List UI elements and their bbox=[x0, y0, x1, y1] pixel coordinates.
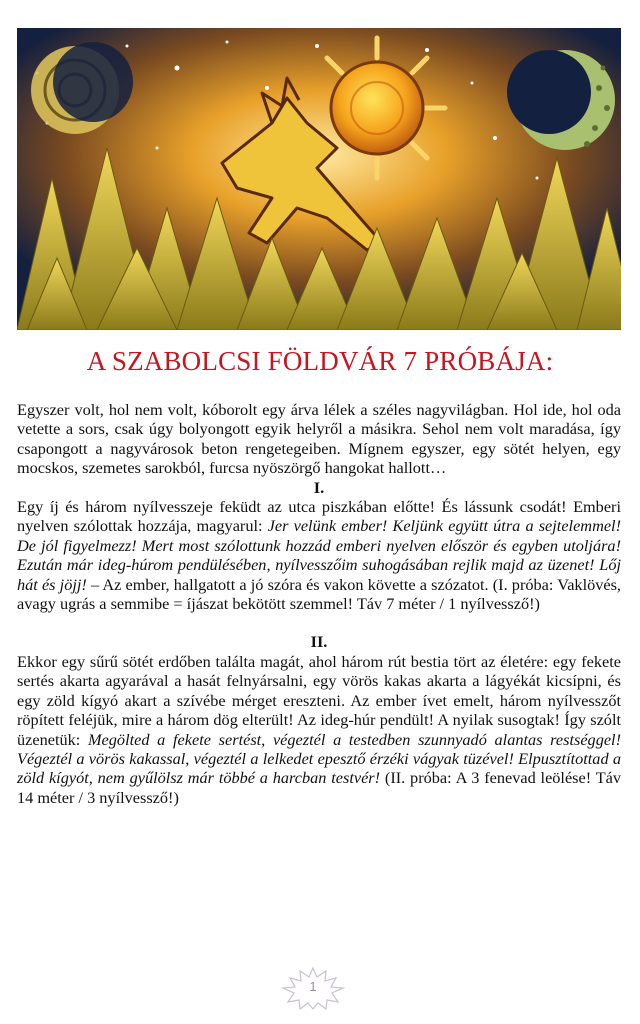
section-2-paragraph bbox=[17, 652, 621, 807]
section-2-text-a: Ekkor egy sűrű sötét erdőben találta magát, ahol három rút bestia tört az életére: egy fekete sertés akarta agyarával a hasát felnyársalni, egy vörös kakas akarta a lágyékát kicsípni, és egy zöld kígyó akart a szívébe mérget ereszteni. Az ember ívet emelt, három nyílvesszőt röpített feléjük, mire a három dög elterült! Az ideg-húr pendült! A nyilak susogtak! Így szólt üzenetük: bbox=[17, 651, 621, 749]
hero-illustration bbox=[17, 28, 621, 330]
section-heading-2: II. bbox=[310, 632, 328, 652]
intro-paragraph: Egyszer volt, hol nem volt, kóborolt egy árva lélek a széles nagyvilágban. Hol ide, hol oda vetette a sors, csak úgy bolyongott egyik helyről a másikra. Sehol nem volt maradása, így csapongott a nagyvárosok beton rengetegeiben. Mígnem egyszer, egy sötét helyen, egy mocskos, szemetes sarokból, furcsa nyöszörgő hangokat hallott… bbox=[17, 400, 621, 478]
section-1-text-b: – Az ember, hallgatott a jó szóra és vakon követte a szózatot. (I. próba: Vaklövés, avagy ugrás a semmibe = íjászat bekötött szemmel! Táv 7 méter / 1 nyílvessző!) bbox=[17, 574, 622, 614]
section-2-text-b: (II. próba: A 3 fenevad leölése! Táv 14 méter / 3 nyílvessző!) bbox=[17, 768, 622, 807]
page-number: 1 bbox=[309, 979, 317, 994]
section-2-quote: Megölted a fekete sertést, végeztél a testedben szunnyadó alantas restséggel! Végeztél a vörös kakassal, végeztél a lelkedet epesztő érzéki vágyak tüzével! Elpusztítottad a zöld kígyót, nem gyűlölsz már többé a harcban testvér! bbox=[17, 729, 622, 788]
page-number-badge bbox=[280, 966, 346, 1010]
page-title: A SZABOLCSI FÖLDVÁR 7 PRÓBÁJA: bbox=[86, 346, 554, 376]
section-1-quote: Jer velünk ember! Keljünk együtt útra a sejtelemmel! De jól figyelmezz! Mert most szólottunk hozzád emberi nyelven először és egyben utoljára! Ezután már ideg-húrom pendülésében, nyílvesszőim suhogásában rejlik majd az üzenet! Lőj hát és jöjj! bbox=[17, 516, 621, 594]
section-1-paragraph bbox=[17, 497, 621, 613]
section-1-text-a: Egy íj és három nyílvesszeje feküdt az utca piszkában előtte! És lássunk csodát! Emberi nyelven szólottak hozzája, magyarul: bbox=[17, 497, 621, 536]
section-heading-1: I. bbox=[313, 477, 325, 497]
story-text bbox=[17, 400, 621, 807]
